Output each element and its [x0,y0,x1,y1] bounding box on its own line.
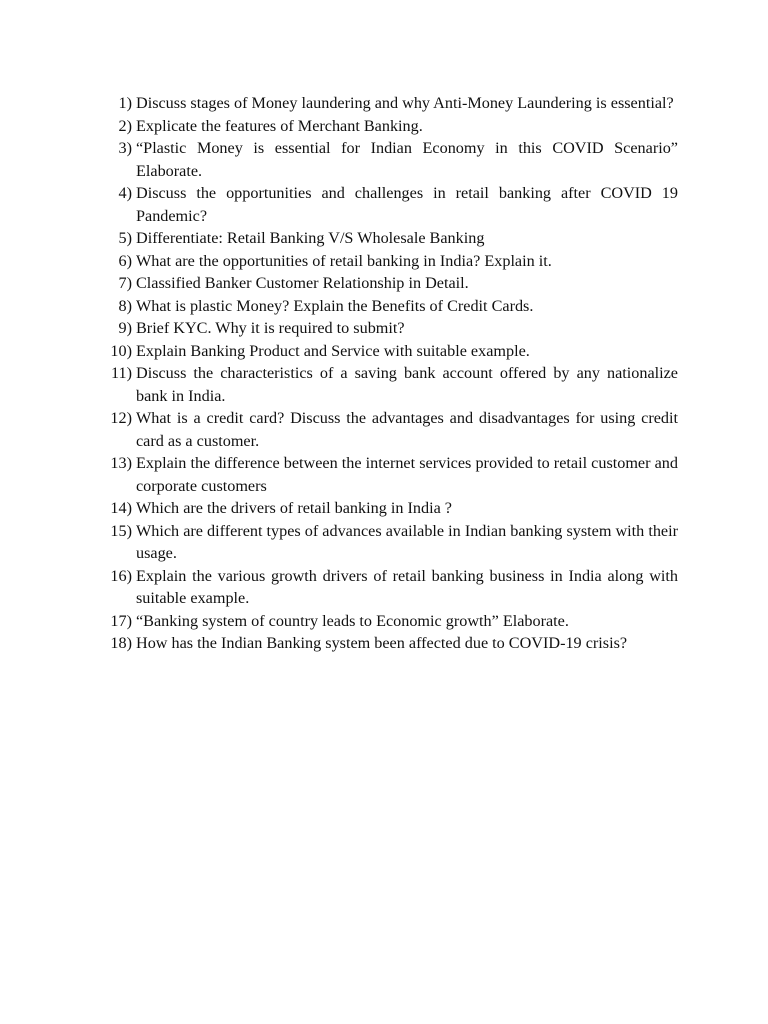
question-item [100,632,678,655]
question-text: What is plastic Money? Explain the Benefits of Credit Cards. [136,296,534,315]
question-item [100,137,678,182]
question-number: 13) [110,454,132,472]
question-text: Brief KYC. Why it is required to submit? [136,319,405,337]
question-text: Discuss the characteristics of a saving bank account offered by any nationalize bank in India. [136,364,678,405]
question-number: 1) [118,94,132,112]
question-number: 18) [110,634,132,652]
question-number: 11) [111,364,132,382]
question-text: “Banking system of country leads to Economic growth” Elaborate. [136,611,569,630]
question-text: Differentiate: Retail Banking V/S Wholesale Banking [136,229,485,247]
question-item [100,565,678,610]
question-number: 15) [110,521,132,540]
question-item [100,610,678,633]
question-number: 5) [118,229,132,247]
question-number: 10) [110,341,132,360]
question-item [100,92,678,115]
question-item [100,295,678,318]
question-text: How has the Indian Banking system been affected due to COVID-19 crisis? [136,634,628,652]
question-number: 2) [118,116,132,135]
question-number: 4) [118,184,132,202]
question-list [100,92,678,655]
question-item [100,407,678,452]
question-text: Explain the difference between the internet services provided to retail customer and corporate customers [136,454,678,495]
question-item [100,115,678,138]
question-item [100,317,678,340]
question-number: 6) [118,251,132,270]
question-item [100,362,678,407]
question-number: 8) [118,296,132,315]
question-text: “Plastic Money is essential for Indian Economy in this COVID Scenario” Elaborate. [136,139,678,180]
question-number: 16) [110,566,132,585]
question-text: Explain the various growth drivers of retail banking business in India along with suitable example. [136,566,678,607]
question-text: What is a credit card? Discuss the advantages and disadvantages for using credit card as a customer. [136,409,678,450]
question-item [100,272,678,295]
question-item [100,340,678,363]
question-text: Discuss stages of Money laundering and why Anti-Money Laundering is essential? [136,94,674,112]
question-item [100,227,678,250]
question-number: 9) [118,319,132,337]
question-number: 7) [118,274,132,292]
question-item [100,250,678,273]
question-item [100,182,678,227]
question-item [100,497,678,520]
question-text: Classified Banker Customer Relationship in Detail. [136,274,469,292]
question-item [100,520,678,565]
question-item [100,452,678,497]
question-text: Which are different types of advances available in Indian banking system with their usage. [136,521,678,562]
question-text: Explicate the features of Merchant Banking. [136,116,423,135]
question-text: Which are the drivers of retail banking in India ? [136,499,452,517]
question-text: Discuss the opportunities and challenges in retail banking after COVID 19 Pandemic? [136,184,678,225]
question-number: 14) [110,499,132,517]
question-text: Explain Banking Product and Service with suitable example. [136,341,530,360]
question-number: 3) [118,139,132,157]
question-number: 17) [110,611,132,630]
question-text: What are the opportunities of retail banking in India? Explain it. [136,251,552,270]
question-number: 12) [110,409,132,427]
